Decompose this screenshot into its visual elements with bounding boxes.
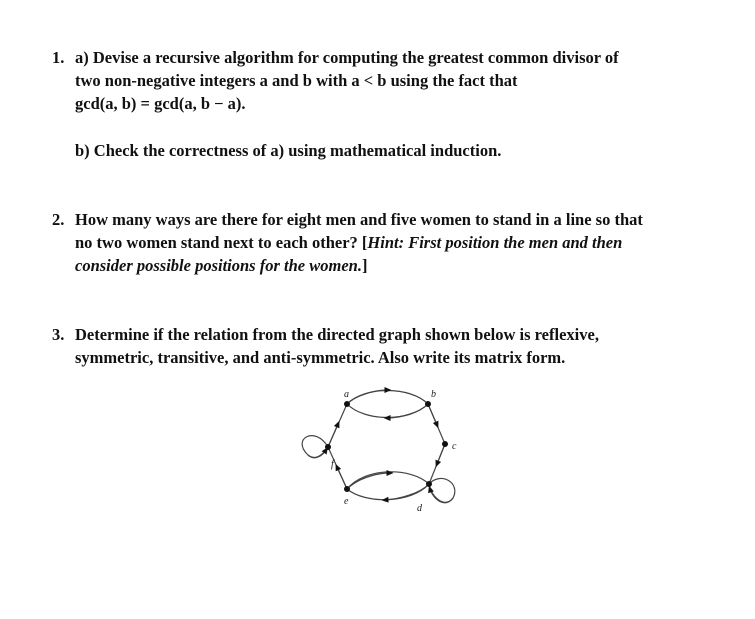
question-part-b: b) Check the correctness of a) using mathematical induction. — [75, 141, 502, 160]
hint-text: consider possible positions for the women. — [75, 256, 362, 275]
question-body — [75, 208, 643, 277]
loop-f — [302, 436, 328, 458]
vertex-f — [325, 444, 331, 450]
vertex-label-d: d — [417, 503, 422, 514]
question-line: gcd(a, b) = gcd(a, b − a). — [75, 94, 246, 113]
edge-b-a — [347, 404, 428, 418]
vertex-e — [344, 486, 350, 492]
directed-graph — [295, 383, 475, 518]
hint-text: Hint: First position the men and then — [367, 233, 623, 252]
question-3 — [52, 323, 599, 369]
vertex-c — [442, 441, 448, 447]
hint-close-bracket: ] — [361, 256, 368, 275]
question-line: symmetric, transitive, and anti-symmetric. Also write its matrix form. — [75, 348, 566, 367]
vertex-a — [344, 401, 350, 407]
question-line: two non-negative integers a and b with a < b using the fact that — [75, 71, 518, 90]
question-line — [75, 254, 643, 277]
vertex-label-c: c — [452, 441, 457, 452]
vertex-label-a: a — [344, 389, 349, 400]
question-2 — [52, 208, 643, 277]
question-body — [75, 323, 599, 369]
question-line: a) Devise a recursive algorithm for computing the greatest common divisor of — [75, 48, 619, 67]
vertex-label-e: e — [344, 496, 349, 507]
question-line: Determine if the relation from the directed graph shown below is reflexive, — [75, 325, 599, 344]
question-number: 3. — [52, 325, 65, 344]
question-number: 2. — [52, 210, 65, 229]
loop-d — [429, 478, 455, 502]
question-number: 1. — [52, 48, 65, 67]
vertex-label-b: b — [431, 389, 436, 400]
vertex-b — [425, 401, 431, 407]
vertex-d — [426, 481, 432, 487]
question-1 — [52, 46, 619, 162]
vertex-label-f: f — [331, 459, 334, 470]
question-text: no two women stand next to each other? [ — [75, 233, 368, 252]
edge-a-b — [347, 391, 428, 405]
question-line: How many ways are there for eight men and five women to stand in a line so that — [75, 210, 643, 229]
question-line — [75, 231, 643, 254]
question-body — [75, 46, 619, 162]
